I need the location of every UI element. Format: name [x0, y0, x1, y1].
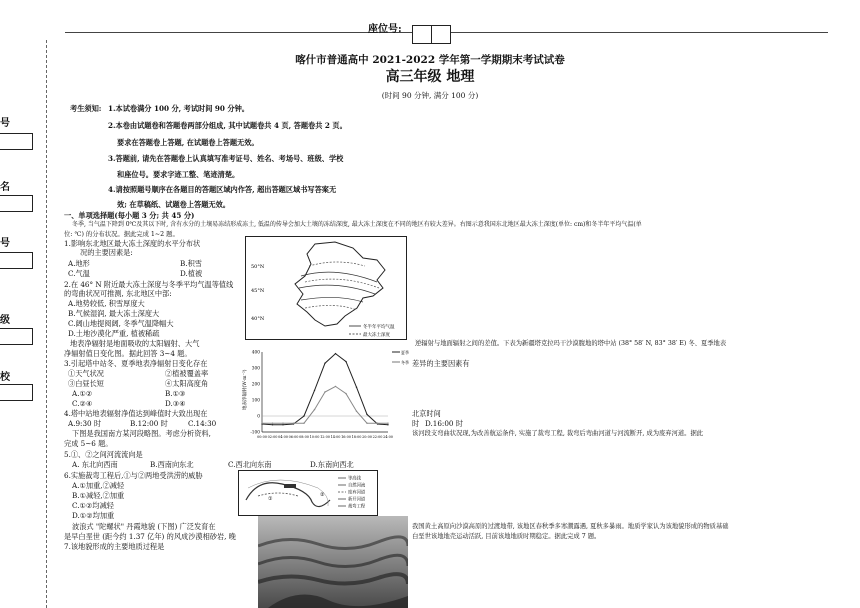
- side-box-exam[interactable]: [0, 252, 33, 269]
- intro-radiation: 地表净辐射是地面吸收的太阳辐射、大气: [70, 339, 200, 348]
- notice-line: 和座位号。要求字迹工整、笔迹清楚。: [117, 170, 240, 179]
- seat-label: 座位号:: [368, 24, 402, 35]
- question-4: 4.塔中站地表辐射净值达到峰值时大致出现在: [64, 409, 208, 418]
- q5-option-a[interactable]: A. 东北向西南: [72, 460, 118, 469]
- data-point: [356, 411, 357, 412]
- q2-option-a[interactable]: A.地势较低, 积雪厚度大: [68, 299, 145, 308]
- question-7: 7.该地貌形成的主要地质过程是: [64, 542, 165, 551]
- danxia-photo: [258, 516, 408, 608]
- data-point: [314, 409, 315, 410]
- data-point: [387, 424, 388, 425]
- q2-option-d[interactable]: D.土地沙漠化严重, 植被稀疏: [68, 329, 160, 338]
- x-tick-label: 18:00: [351, 435, 362, 439]
- fold-line: [46, 40, 47, 608]
- marker-2: ②: [320, 492, 325, 498]
- intro-radiation-r: 逆辐射与地面辐射之间的差值。下表为新疆塔克拉玛干沙漠腹地的塔中站 (38° 58′ N, 83° 38′ E) 冬、夏季地表: [415, 340, 727, 347]
- legend-summer: 夏季: [401, 350, 409, 355]
- lat-label: 50°N: [251, 264, 265, 270]
- legend-temp: 冬半年平均气温: [363, 325, 395, 330]
- question-3: 3.引起塔中站冬、夏季地表净辐射日变化存在: [64, 359, 208, 368]
- q6-option-a[interactable]: A.①加重,②减轻: [72, 481, 125, 490]
- data-point: [261, 423, 262, 424]
- q2-option-b[interactable]: B.气候湿润, 最大冻土深度大: [68, 309, 160, 318]
- y-tick-label: 400: [251, 350, 260, 356]
- frost-depth-map: [245, 236, 407, 340]
- data-point: [303, 423, 304, 424]
- question-4-right: 北京时间: [412, 409, 441, 418]
- cutoff-works: [284, 484, 296, 488]
- data-point: [272, 424, 273, 425]
- intro-danxia: 波浪式 "陀螺状" 丹霞地貌 (下图) 广泛发育在: [72, 522, 216, 531]
- intro-river-r: 该河段支弯曲状况现,为改善航运条件, 实施了裁弯工程, 裁弯后弯曲河道与河流断开, 成为废弃河道。据此: [412, 430, 704, 437]
- intro-danxia-b: 是早白垩世 (距今约 1.37 亿年) 的风成沙漠相砂岩, 晚: [64, 532, 236, 541]
- question-1b: 况的主要因素是:: [80, 248, 133, 257]
- q3-option-b[interactable]: B.①③: [165, 389, 186, 398]
- seat-box-1[interactable]: [412, 25, 432, 44]
- notice-line: 2.本卷由试题卷和答题卷两部分组成, 其中试题卷共 4 页, 答题卷共 2 页。: [108, 121, 347, 130]
- river-legend-label: 裁弯工程: [348, 504, 366, 510]
- data-point: [335, 353, 336, 354]
- question-5: 5.①、②之间河流流向是: [64, 450, 143, 459]
- q4-option-b[interactable]: B.12:00 时: [130, 419, 168, 428]
- intro-danxia-r: 我国黄土高原向沙漠高原的过渡地带, 该地区春秋季多寒潮露遇, 夏秋多暴雨。地质学家认为该地貌形成的物质基础: [412, 523, 729, 530]
- side-label-school: 校: [0, 372, 10, 383]
- q1-option-d[interactable]: D.植被: [180, 269, 203, 278]
- x-tick-label: 14:00: [330, 435, 341, 439]
- notice-line: 效; 在草稿纸、试题卷上答题无效。: [117, 200, 230, 209]
- question-1: 1.影响东北地区最大冻土深度的水平分布状: [64, 239, 201, 248]
- q4-suffix: 时: [412, 419, 420, 428]
- data-point: [324, 391, 325, 392]
- x-tick-label: 10:00: [309, 435, 320, 439]
- notice-line: 3.答题前, 请先在答题卷上认真填写准考证号、姓名、考场号、班级、学校: [108, 154, 344, 163]
- lat-label: 45°N: [251, 288, 265, 294]
- seat-box-2[interactable]: [431, 25, 451, 44]
- q5-option-d[interactable]: D.东南向西北: [310, 460, 354, 469]
- school-title: 喀什市普通高中 2021-2022 学年第一学期期末考试试卷: [295, 54, 565, 66]
- data-point: [324, 363, 325, 364]
- intro-river: 下图是我国南方某河段略图。考虑分析资料,: [72, 429, 211, 438]
- question-6: 6.实施裁弯工程后,①与②两地受洪涝的威胁: [64, 471, 203, 480]
- side-label-number: 号: [0, 118, 10, 129]
- q4-option-d[interactable]: D.16:00 时: [425, 419, 463, 428]
- legend-depth: 最大冻土深度: [363, 333, 390, 338]
- data-point: [366, 414, 367, 415]
- notice-title: 考生须知:: [70, 104, 102, 113]
- q1-option-b[interactable]: B.积雪: [180, 259, 202, 268]
- legend-winter: 冬季: [401, 360, 409, 365]
- q2-option-c[interactable]: C.阔山地提阅阔, 冬季气温降幅大: [68, 319, 174, 328]
- q6-option-c[interactable]: C.①②均减轻: [72, 501, 114, 510]
- exam-time: (时间 90 分钟, 满分 100 分): [381, 91, 479, 100]
- data-point: [335, 386, 336, 387]
- data-point: [387, 423, 388, 424]
- lat-label: 40°N: [251, 316, 265, 322]
- x-tick-label: 24:00: [383, 435, 393, 439]
- section-heading: 一、单项选择题(每小题 3 分; 共 45 分): [64, 211, 195, 220]
- side-box-class[interactable]: [0, 328, 33, 345]
- data-point: [282, 423, 283, 424]
- side-label-exam: 号: [0, 238, 10, 249]
- q4-option-a[interactable]: A.9:30 时: [68, 419, 102, 428]
- q1-option-c[interactable]: C.气温: [68, 269, 90, 278]
- q3-item-1: ①天气状况: [68, 369, 104, 378]
- x-tick-label: 12:00: [320, 435, 330, 439]
- x-tick-label: 00:00: [257, 435, 267, 439]
- intro-danxia-c: 白垩世该地地壳运动活跃, 目前该地地质时期稳定。据此完成 7 题。: [412, 533, 601, 540]
- x-tick-label: 08:00: [299, 435, 309, 439]
- river-legend-label: 废弃河道: [348, 490, 366, 496]
- x-tick-label: 22:00: [372, 435, 383, 439]
- q5-option-b[interactable]: B.西南向东北: [150, 460, 194, 469]
- q3-item-2: ②植被覆盖率: [165, 369, 209, 378]
- grade-subject: 高三年级 地理: [385, 69, 475, 85]
- intro-frost-2: 位: ℃) 的分布状况。据此完成 1~2 题。: [64, 231, 179, 238]
- data-point: [314, 390, 315, 391]
- x-tick-label: 16:00: [341, 435, 351, 439]
- data-point: [303, 415, 304, 416]
- q5-option-c[interactable]: C.西北向东南: [228, 460, 272, 469]
- side-box-school[interactable]: [0, 384, 33, 401]
- notice-line: 4.请按照题号顺序在各题目的答题区域内作答, 超出答题区域书写答案无: [108, 185, 337, 194]
- river-meander-map: [238, 470, 378, 516]
- side-label-class: 级: [0, 315, 10, 326]
- q4-option-c[interactable]: C.14:30: [188, 419, 217, 428]
- side-box-name[interactable]: [0, 195, 33, 212]
- river-legend-label: 新开河道: [348, 497, 366, 503]
- x-tick-label: 20:00: [362, 435, 372, 439]
- y-tick-label: 300: [251, 366, 260, 372]
- intro-radiation-c: 净辐射值日变化图。据此回答 3~4 题。: [64, 349, 192, 358]
- y-tick-label: 200: [251, 382, 260, 388]
- q3-item-4: ④太阳高度角: [165, 379, 209, 388]
- y-tick-label: -100: [250, 430, 260, 436]
- data-point: [345, 393, 346, 394]
- data-point: [377, 423, 378, 424]
- q3-option-a[interactable]: A.①②: [72, 389, 93, 398]
- q6-option-b[interactable]: B.①减轻,②加重: [72, 491, 125, 500]
- question-2: 2.在 46° N 附近最大冻土深度与冬季平均气温等值线: [64, 280, 234, 289]
- side-box-number[interactable]: [0, 133, 33, 150]
- x-tick-label: 06:00: [288, 435, 299, 439]
- data-point: [356, 387, 357, 388]
- intro-river-c: 完成 5~6 题。: [64, 439, 113, 448]
- net-radiation-chart: [240, 340, 410, 448]
- q3-option-d[interactable]: D.③④: [165, 399, 186, 408]
- q3-option-c[interactable]: C.②④: [72, 399, 93, 408]
- y-tick-label: 0: [257, 414, 260, 420]
- x-tick-label: 02:00: [267, 435, 278, 439]
- question-2b: 的弯曲状况可推测, 东北地区中部:: [64, 289, 172, 298]
- notice-line: 1.本试卷满分 100 分, 考试时间 90 分钟。: [108, 104, 249, 113]
- notice-line: 要求在答题卷上答题, 在试题卷上答题无效。: [117, 138, 259, 147]
- q6-option-d[interactable]: D.①②均加重: [72, 511, 115, 520]
- river-legend-label: 自然河流: [348, 483, 366, 489]
- marker-1: ①: [268, 496, 273, 502]
- data-point: [345, 361, 346, 362]
- data-point: [272, 423, 273, 424]
- data-point: [293, 423, 294, 424]
- intro-frost: 冬季, 当气温下降到 0℃及其以下时, 含有水分的土壤易冻结形成冻土, 低温的传导会加大土壤的冻结深度, 最大冻土深度在不同的地区有较大差异。右图示意我国东北地区最大冻土深度(单位: cm)和冬半年平均气温(单: [72, 221, 642, 228]
- river-legend-label: 等高线: [348, 476, 361, 482]
- question-3-right: 差异的主要因素有: [412, 359, 470, 368]
- data-point: [282, 424, 283, 425]
- y-tick-label: 100: [251, 398, 260, 404]
- x-tick-label: 04:00: [278, 435, 288, 439]
- q1-option-a[interactable]: A.地形: [68, 259, 90, 268]
- side-label-name: 名: [0, 182, 10, 193]
- data-point: [366, 423, 367, 424]
- q3-item-3: ③白昼长短: [68, 379, 104, 388]
- y-axis-label: 地表净辐射(W·m⁻²): [243, 369, 248, 410]
